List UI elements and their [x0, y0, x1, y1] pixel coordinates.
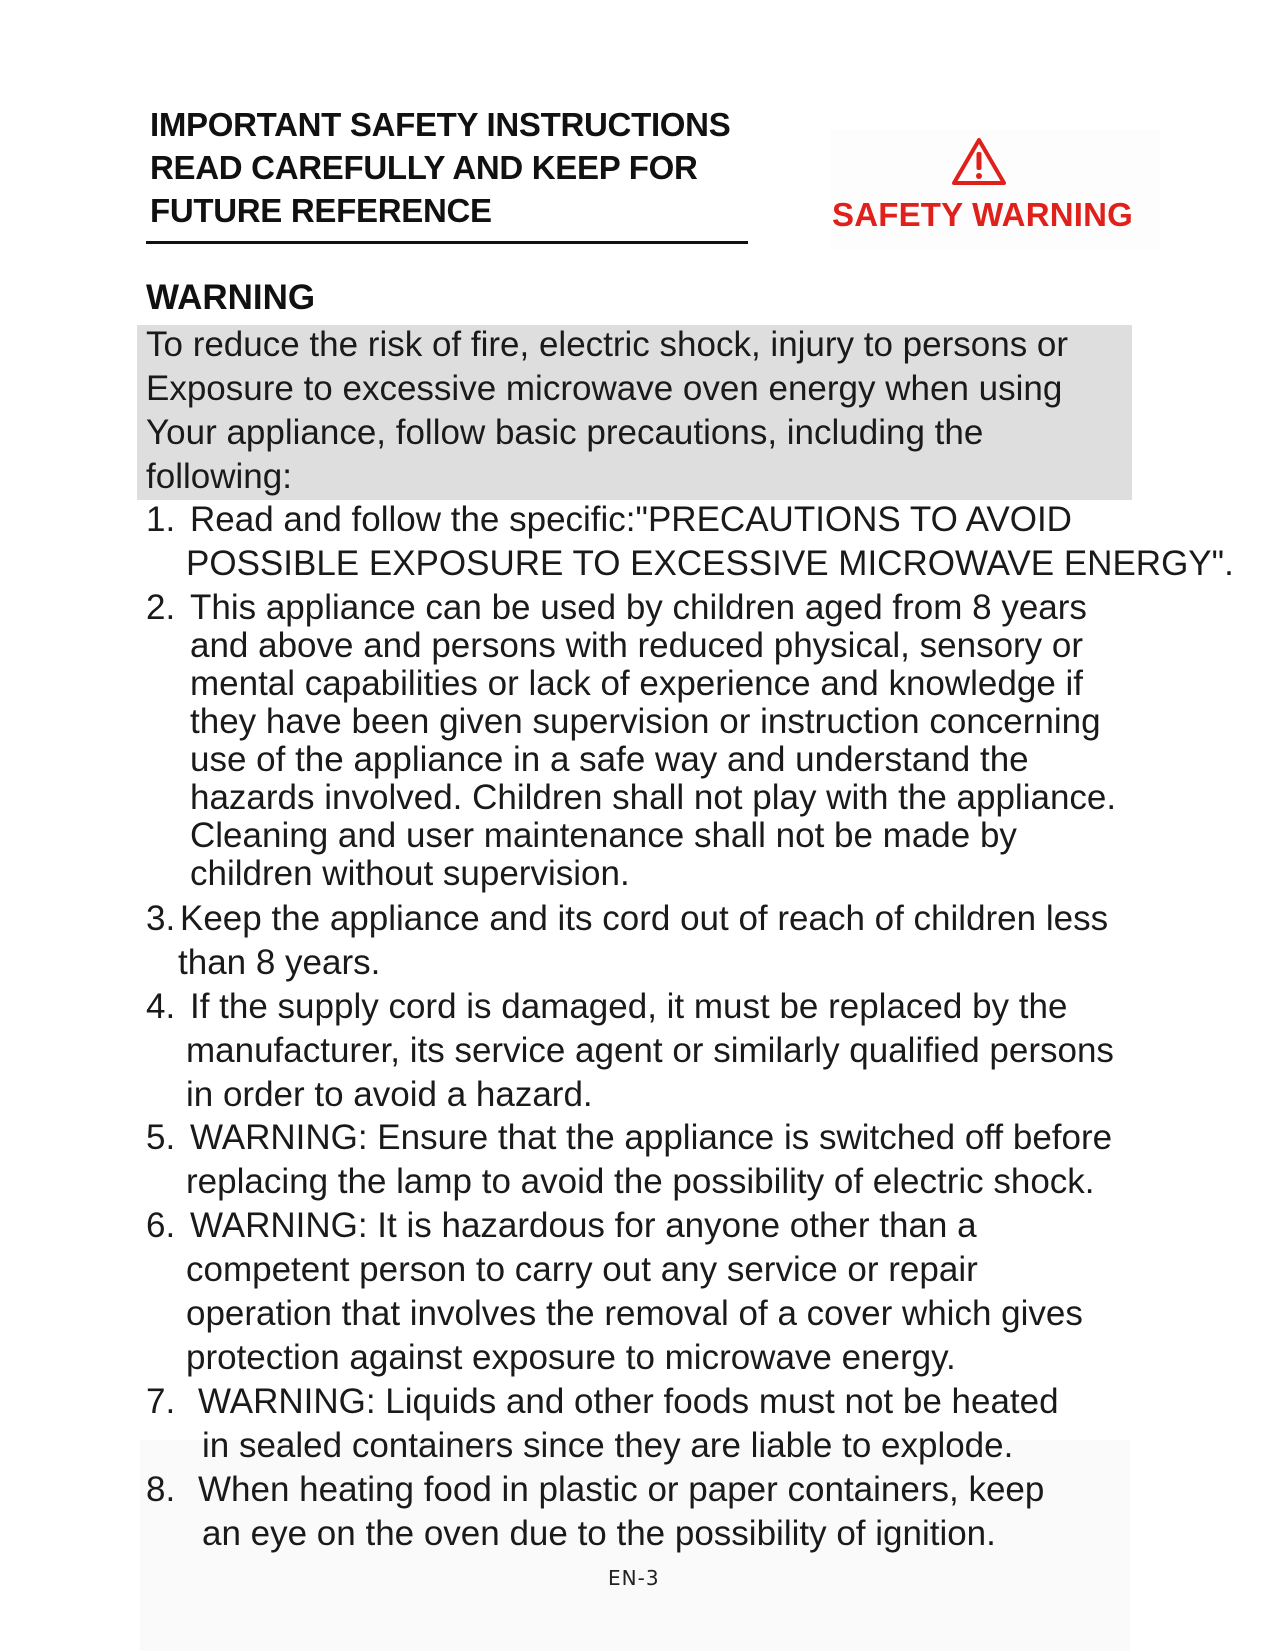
item-number: 3.: [146, 899, 176, 938]
intro-line: Exposure to excessive microwave oven energy when using: [146, 369, 1063, 408]
item-number: 2.: [146, 588, 176, 627]
item-line: When heating food in plastic or paper containers, keep: [198, 1470, 1045, 1509]
item-line: children without supervision.: [190, 854, 630, 893]
warning-heading: WARNING: [146, 278, 316, 317]
item-line: Read and follow the specific:"PRECAUTIONS TO AVOID: [190, 500, 1072, 539]
intro-line: To reduce the risk of fire, electric shock, injury to persons or: [146, 325, 1069, 364]
item-number: 7.: [146, 1382, 176, 1421]
item-line: they have been given supervision or instruction concerning: [190, 702, 1101, 741]
instructions-title: [150, 103, 748, 232]
item-line: in order to avoid a hazard.: [186, 1075, 593, 1114]
warning-intro: [146, 323, 1136, 499]
item-line: This appliance can be used by children aged from 8 years: [190, 588, 1087, 627]
item-line: POSSIBLE EXPOSURE TO EXCESSIVE MICROWAVE ENERGY".: [186, 544, 1234, 583]
title-underline: [146, 241, 748, 244]
item-line: and above and persons with reduced physical, sensory or: [190, 626, 1084, 665]
intro-line: Your appliance, follow basic precautions, including the: [146, 413, 984, 452]
item-line: WARNING: Ensure that the appliance is switched off before: [190, 1118, 1113, 1157]
item-line: If the supply cord is damaged, it must be replaced by the: [190, 987, 1068, 1026]
item-line: WARNING: It is hazardous for anyone other than a: [190, 1206, 977, 1245]
item-line: Cleaning and user maintenance shall not be made by: [190, 816, 1017, 855]
title-line-1: IMPORTANT SAFETY INSTRUCTIONS: [150, 106, 731, 143]
item-line: than 8 years.: [178, 943, 381, 982]
item-number: 1.: [146, 500, 176, 539]
item-number: 5.: [146, 1118, 176, 1157]
item-line: use of the appliance in a safe way and understand the: [190, 740, 1029, 779]
item-line: Keep the appliance and its cord out of reach of children less: [180, 899, 1109, 938]
item-line: mental capabilities or lack of experience and knowledge if: [190, 664, 1084, 703]
page-number: EN-3: [608, 1566, 660, 1590]
warning-triangle-icon: [951, 137, 1007, 187]
item-line: replacing the lamp to avoid the possibility of electric shock.: [186, 1162, 1095, 1201]
title-line-2: READ CAREFULLY AND KEEP FOR: [150, 149, 698, 186]
item-line: manufacturer, its service agent or similarly qualified persons: [186, 1031, 1114, 1070]
item-line: competent person to carry out any service or repair: [186, 1250, 978, 1289]
item-number: 8.: [146, 1470, 176, 1509]
item-line: operation that involves the removal of a cover which gives: [186, 1294, 1083, 1333]
item-number: 4.: [146, 987, 176, 1026]
intro-line: following:: [146, 457, 292, 496]
item-number: 6.: [146, 1206, 176, 1245]
title-line-3: FUTURE REFERENCE: [150, 192, 492, 229]
safety-warning-label: SAFETY WARNING: [832, 196, 1134, 233]
item-line: hazards involved. Children shall not play with the appliance.: [190, 778, 1117, 817]
item-line: WARNING: Liquids and other foods must not be heated: [198, 1382, 1059, 1421]
item-line: in sealed containers since they are liable to explode.: [202, 1426, 1014, 1465]
item-line: protection against exposure to microwave energy.: [186, 1338, 956, 1377]
item-line: an eye on the oven due to the possibility of ignition.: [202, 1514, 996, 1553]
